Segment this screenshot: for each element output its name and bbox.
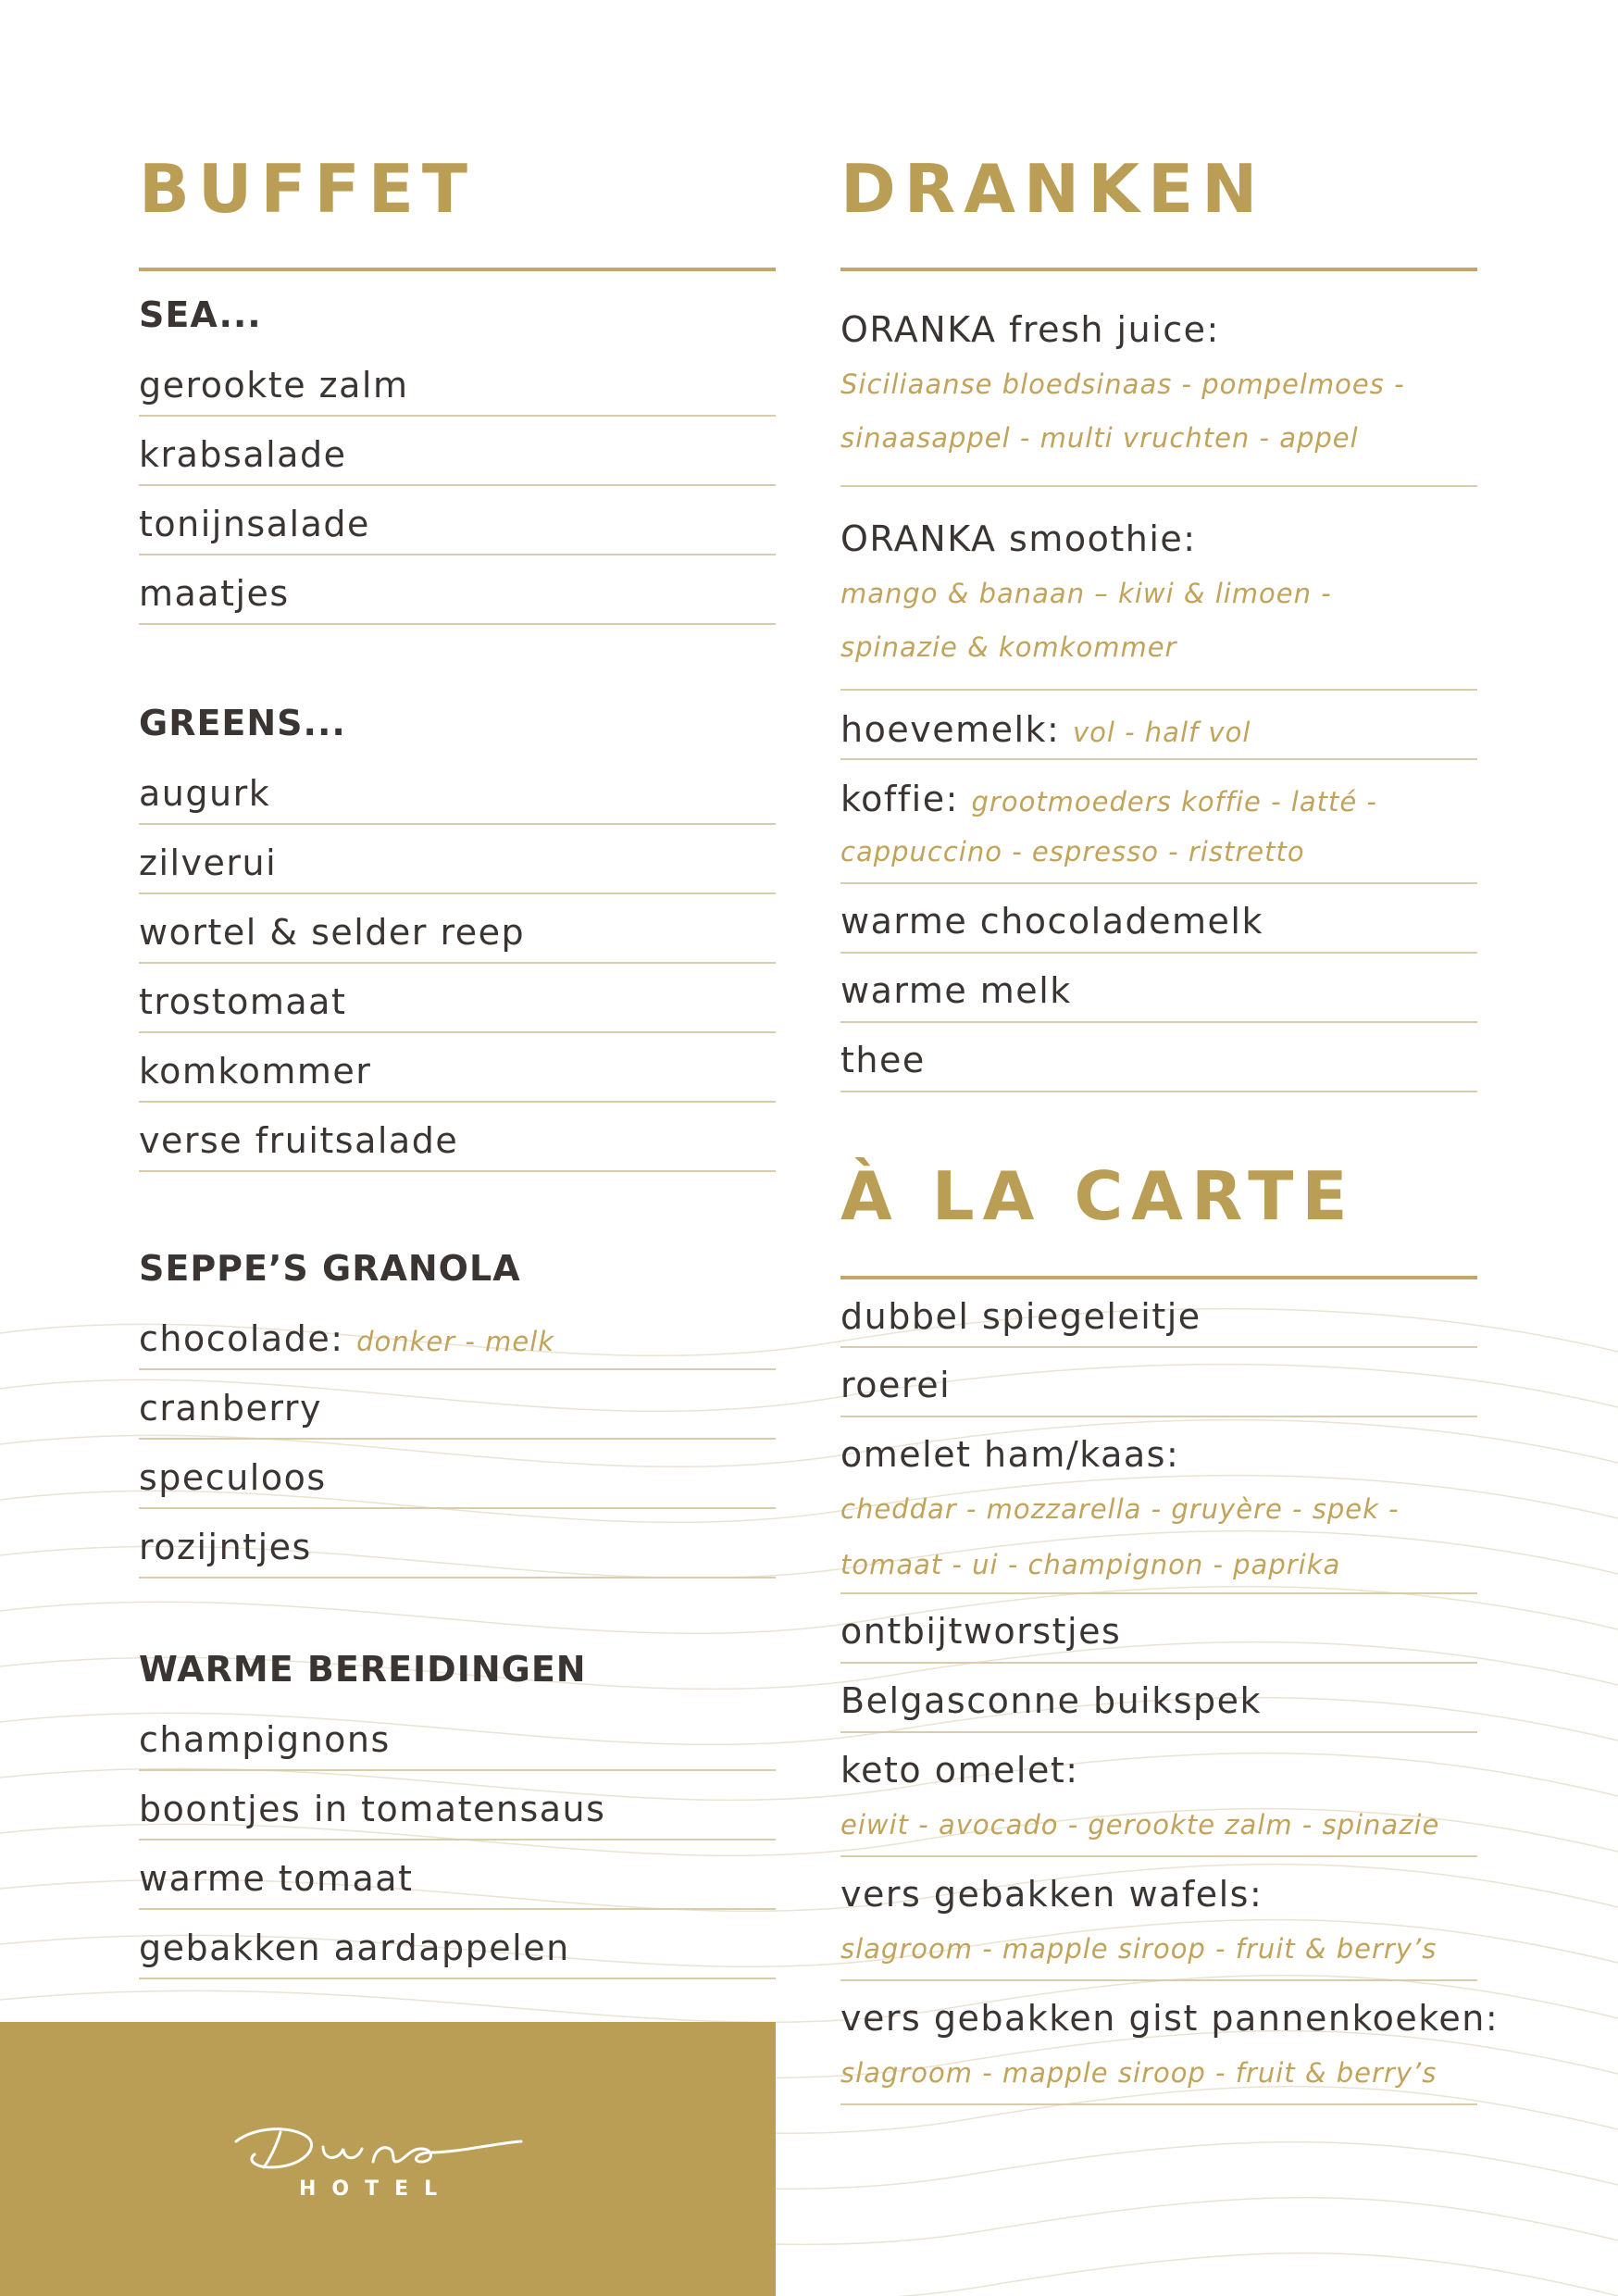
list-item: ORANKA smoothie: mango & banaan – kiwi & limoen - spinazie & komkommer [840, 515, 1477, 691]
list-item: roerei [840, 1348, 1477, 1417]
list-item: boontjes in tomatensaus [139, 1773, 776, 1841]
granola-heading: SEPPE’S GRANOLA [139, 1248, 521, 1289]
list-item: gerookte zalm [139, 349, 776, 417]
list-item: trostomaat [139, 966, 776, 1033]
dune-logo [227, 2106, 523, 2180]
list-item: komkommer [139, 1035, 776, 1103]
dranken-title-rule [840, 268, 1477, 271]
list-item: keto omelet: eiwit - avocado - gerookte zalm - spinazie [840, 1733, 1477, 1857]
buffet-title-rule [139, 268, 776, 271]
list-item: cranberry [139, 1372, 776, 1440]
list-item: wortel & selder reep [139, 896, 776, 964]
list-item: krabsalade [139, 418, 776, 486]
list-item: maatjes [139, 557, 776, 625]
warm-heading: WARME BEREIDINGEN [139, 1649, 587, 1690]
list-item: rozijntjes [139, 1511, 776, 1578]
list-item: ORANKA fresh juice: Siciliaanse bloedsinaas - pompelmoes - sinaasappel - multi vruchten - appel [840, 306, 1477, 487]
alacarte-title: À LA CARTE [840, 1157, 1356, 1235]
list-item: zilverui [139, 827, 776, 894]
list-item: tonijnsalade [139, 488, 776, 555]
list-item: verse fruitsalade [139, 1104, 776, 1172]
list-item: warme tomaat [139, 1842, 776, 1910]
list-item: thee [840, 1023, 1477, 1092]
list-item: augurk [139, 757, 776, 825]
list-item: warme melk [840, 954, 1477, 1023]
buffet-title: BUFFET [139, 150, 477, 228]
list-item: speculoos [139, 1441, 776, 1509]
dranken-title: DRANKEN [840, 150, 1266, 228]
list-item: vers gebakken wafels: slagroom - mapple siroop - fruit & berry’s [840, 1857, 1477, 1981]
list-item: Belgasconne buikspek [840, 1664, 1477, 1733]
list-item: dubbel spiegeleitje [840, 1279, 1477, 1348]
list-item: champignons [139, 1703, 776, 1771]
list-item: omelet ham/kaas: cheddar - mozzarella - gruyère - spek - tomaat - ui - champignon - paprika [840, 1417, 1477, 1594]
list-item: vers gebakken gist pannenkoeken: slagroom - mapple siroop - fruit & berry’s [840, 1981, 1477, 2105]
list-item: ontbijtworstjes [840, 1594, 1477, 1664]
logo-hotel-text: HOTEL [299, 2177, 454, 2201]
list-item: chocolade: donker - melk [139, 1303, 776, 1370]
sea-heading: SEA... [139, 294, 262, 335]
list-item: hoevemelk: vol - half vol [840, 691, 1477, 760]
list-item: gebakken aardappelen [139, 1912, 776, 1979]
list-item: warme chocolademelk [840, 884, 1477, 954]
greens-heading: GREENS... [139, 703, 346, 743]
list-item: koffie: grootmoeders koffie - latté - cappuccino - espresso - ristretto [840, 760, 1477, 884]
